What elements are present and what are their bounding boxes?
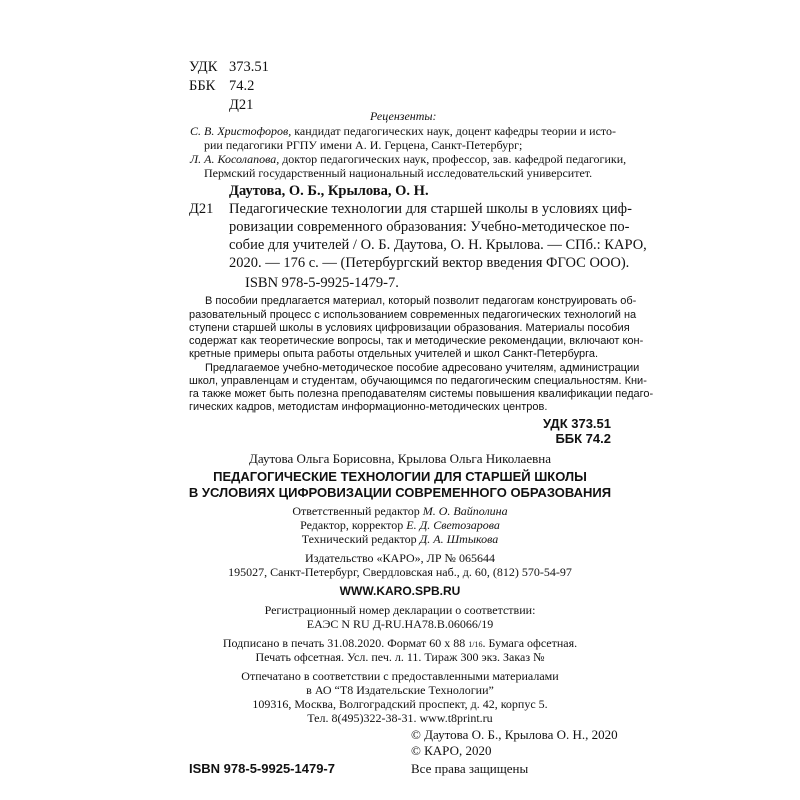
reviewer-2 [190, 153, 626, 165]
reviewer-2-name: Л. А. Косолапова, [190, 152, 280, 166]
bib-code: Д21 [189, 201, 214, 217]
reviewer-1-name: С. В. Христофоров, [190, 124, 292, 138]
signed-b: . Бумага офсетная. [482, 636, 578, 650]
reviewer-1-text: кандидат педагогических наук, доцент кафедры теории и исто- [291, 124, 616, 138]
imprint-decl-number: ЕАЭС N RU Д-RU.НА78.В.06066/19 [306, 617, 494, 631]
reviewer-2-text: доктор педагогических наук, профессор, зав. кафедрой педагогики, [279, 152, 627, 166]
bbk-value: 74.2 [229, 78, 255, 94]
imprint-title-2: В УСЛОВИЯХ ЦИФРОВИЗАЦИИ СОВРЕМЕННОГО ОБРАЗОВАНИЯ [188, 485, 612, 500]
format-fraction: 1/16 [468, 640, 483, 649]
bib-line-4: 2020. — 176 с. — (Петербургский вектор введения ФГОС ООО). [229, 255, 630, 271]
bib-isbn: ISBN 978-5-9925-1479-7. [245, 275, 399, 291]
footer-isbn: ISBN 978-5-9925-1479-7 [189, 761, 335, 776]
imprint-editor [0, 505, 800, 517]
imprint-printed-2: в АО “Т8 Издательские Технологии” [306, 683, 494, 697]
bib-line-3: собие для учителей / О. Б. Даутова, О. Н. Крылова. — СПб.: КАРО, [229, 237, 647, 253]
signed-a: Подписано в печать 31.08.2020. Формат 60 х 88 [222, 636, 469, 650]
editor-label: Ответственный редактор [292, 504, 423, 518]
bib-authors: Даутова, О. Б., Крылова, О. Н. [229, 183, 429, 199]
abstract-line-6: Предлагаемое учебно-методическое пособие адресовано учителям, администрации [205, 362, 640, 374]
reviewer-1 [190, 125, 616, 137]
tech-label: Технический редактор [301, 532, 420, 546]
corrector-name: Е. Д. Светозарова [406, 518, 500, 532]
imprint-printer-address: 109316, Москва, Волгоградский проспект, д. 42, корпус 5. [252, 697, 548, 711]
imprint-publisher: Издательство «КАРО», ЛР № 065644 [305, 551, 495, 565]
tech-name: Д. А. Штыкова [419, 532, 499, 546]
imprint-website: WWW.KARO.SPB.RU [339, 584, 461, 598]
bib-line-1: Педагогические технологии для старшей школы в условиях циф- [229, 201, 632, 217]
abstract-line-1: В пособии предлагается материал, который позволит педагогам конструировать об- [205, 295, 637, 307]
bib-line-2: ровизации современного образования: Учебно-методическое по- [229, 219, 630, 235]
abstract-udk: УДК 373.51 [543, 416, 611, 431]
reviewers-title: Рецензенты: [370, 109, 437, 123]
copyright-publisher: © КАРО, 2020 [411, 743, 492, 758]
imprint-tech-editor [0, 533, 800, 545]
imprint-printer-contact: Тел. 8(495)322-38-31. www.t8print.ru [307, 711, 493, 725]
imprint-decl-label: Регистрационный номер декларации о соответствии: [264, 603, 536, 617]
author-code: Д21 [229, 97, 254, 113]
imprint-title-1: ПЕДАГОГИЧЕСКИЕ ТЕХНОЛОГИИ ДЛЯ СТАРШЕЙ ШКОЛЫ [213, 469, 587, 484]
bbk-label: ББК [189, 78, 216, 94]
udk-value: 373.51 [229, 59, 269, 75]
abstract-line-4: содержат как теоретические вопросы, так и методические рекомендации, включают кон- [189, 335, 644, 347]
imprint-signed [0, 637, 800, 649]
abstract-line-7: школ, управленцам и студентам, обучающимся по педагогическим специальностям. Кни- [189, 375, 647, 387]
imprint-address: 195027, Санкт-Петербург, Свердловская наб., д. 60, (812) 570-54-97 [228, 565, 572, 579]
imprint-printed-1: Отпечатано в соответствии с предоставленными материалами [241, 669, 559, 683]
abstract-bbk: ББК 74.2 [555, 431, 611, 446]
corrector-label: Редактор, корректор [300, 518, 407, 532]
abstract-line-5: кретные примеры опыта работы отдельных учителей и школ Санкт-Петербурга. [189, 348, 599, 360]
reviewer-1-text2: рии педагогики РГПУ имени А. И. Герцена, Санкт-Петербург; [204, 138, 523, 152]
udk-label: УДК [189, 59, 218, 75]
copyright-authors: © Даутова О. Б., Крылова О. Н., 2020 [411, 727, 618, 742]
abstract-line-8: га также может быть полезна преподавателям системы повышения квалификации педаго- [189, 388, 654, 400]
all-rights-reserved: Все права защищены [411, 761, 529, 776]
imprint-print-info: Печать офсетная. Усл. печ. л. 11. Тираж 300 экз. Заказ № [255, 650, 545, 664]
imprint-authors: Даутова Ольга Борисовна, Крылова Ольга Николаевна [249, 451, 551, 466]
abstract-line-2: разовательный процесс с использованием современных педагогических технологий на [189, 309, 637, 321]
abstract-line-3: ступени старшей школы в условиях цифровизации образования. Материалы пособия [189, 322, 630, 334]
reviewer-2-text2: Пермский государственный национальный исследовательский университет. [204, 166, 593, 180]
imprint-corrector [0, 519, 800, 531]
abstract-line-9: гических кадров, методистам информационно-методических центров. [189, 401, 548, 413]
editor-name: М. О. Вайполина [422, 504, 508, 518]
